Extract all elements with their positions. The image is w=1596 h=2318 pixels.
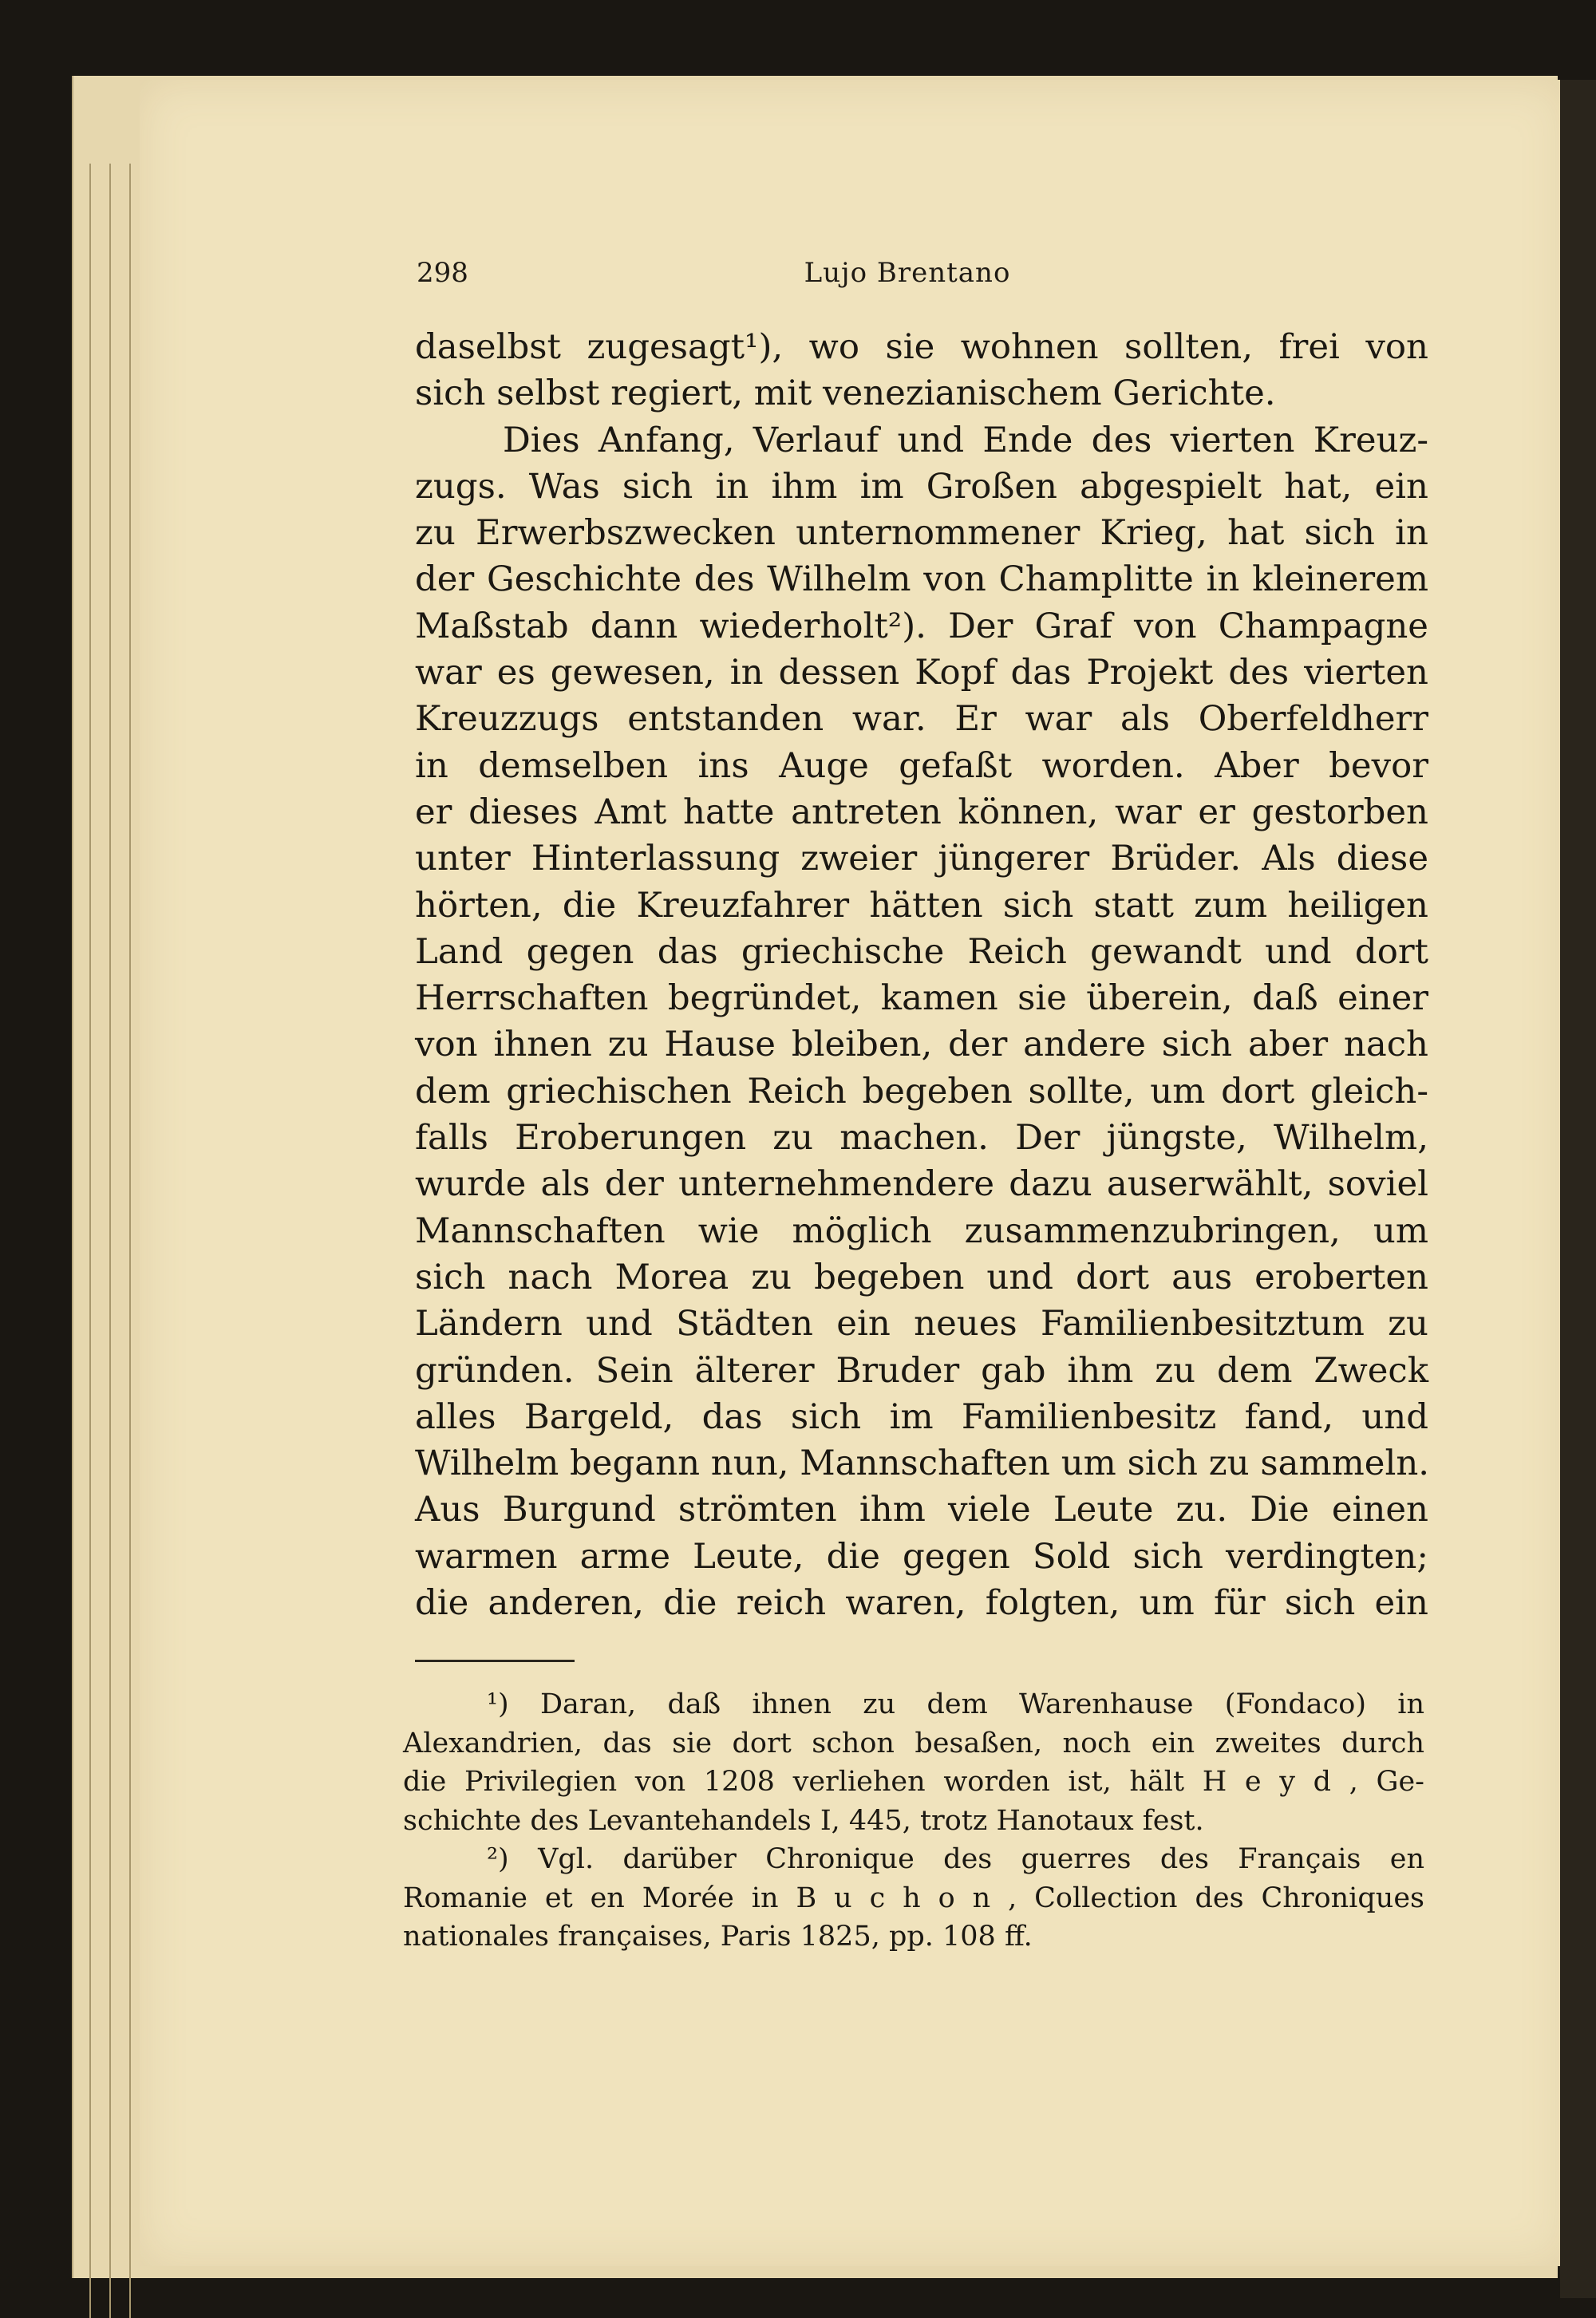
page-number: 298 <box>417 257 468 289</box>
page-edge-line <box>89 164 91 2318</box>
text-line: hörten, die Kreuzfahrer hätten sich statt zum heiligen <box>415 885 1428 926</box>
footnote-line: ¹) Daran, daß ihnen zu dem Warenhause (Fondaco) in <box>487 1688 1424 1720</box>
text-line: Maßstab dann wiederholt²). Der Graf von Champagne <box>415 606 1428 646</box>
text-line: Wilhelm begann nun, Mannschaften um sich zu sammeln. <box>415 1443 1430 1484</box>
text-line: dem griechischen Reich begeben sollte, um dort gleich- <box>415 1071 1428 1112</box>
text-line: zu Erwerbszwecken unternommener Krieg, hat sich in <box>415 513 1428 554</box>
text-line: unter Hinterlassung zweier jüngerer Brüder. Als diese <box>415 839 1428 879</box>
text-line: Aus Burgund strömten ihm viele Leute zu. Die einen <box>415 1490 1428 1530</box>
text-line: war es gewesen, in dessen Kopf das Projekt des vierten <box>415 653 1428 693</box>
text-line: Dies Anfang, Verlauf und Ende des vierten Kreuz- <box>503 420 1428 460</box>
text-line: alles Bargeld, das sich im Familienbesitz fand, und <box>415 1396 1428 1437</box>
footnote-line: schichte des Levantehandels I, 445, trotz Hanotaux fest. <box>403 1804 1204 1837</box>
footnote-line: die Privilegien von 1208 verliehen worden ist, hält H e y d , Ge- <box>403 1766 1424 1798</box>
background-edge <box>1560 80 1596 2298</box>
text-line: gründen. Sein älterer Bruder gab ihm zu dem Zweck <box>415 1350 1428 1391</box>
text-line: Ländern und Städten ein neues Familienbesitztum zu <box>415 1304 1428 1345</box>
text-line: daselbst zugesagt¹), wo sie wohnen sollten, frei von <box>415 327 1428 367</box>
footnote-line: Romanie et en Morée in B u c h o n , Collection des Chroniques <box>403 1882 1424 1914</box>
footnote-divider <box>415 1660 575 1662</box>
footnote-line: nationales françaises, Paris 1825, pp. 108 ff. <box>403 1921 1033 1953</box>
page-header <box>417 257 1430 297</box>
text-line: in demselben ins Auge gefaßt worden. Aber bevor <box>415 745 1428 786</box>
text-line: falls Eroberungen zu machen. Der jüngste, Wilhelm, <box>415 1118 1428 1159</box>
text-line: sich selbst regiert, mit venezianischem Gerichte. <box>415 373 1276 414</box>
text-line: Herrschaften begründet, kamen sie überein, daß einer <box>415 978 1428 1019</box>
body-text <box>415 324 1428 1626</box>
text-line: sich nach Morea zu begeben und dort aus eroberten <box>415 1257 1428 1297</box>
footnote-line: ²) Vgl. darüber Chronique des guerres des Français en <box>487 1843 1424 1875</box>
text-line: Mannschaften wie möglich zusammenzubringen, um <box>415 1210 1428 1251</box>
text-line: Land gegen das griechische Reich gewandt und dort <box>415 931 1428 972</box>
footnotes <box>403 1685 1424 1957</box>
text-line: die anderen, die reich waren, folgten, um für sich ein <box>415 1583 1428 1624</box>
footnote-line: Alexandrien, das sie dort schon besaßen, noch ein zweites durch <box>403 1727 1424 1759</box>
running-head: Lujo Brentano <box>804 257 1011 289</box>
text-line: zugs. Was sich in ihm im Großen abgespielt hat, ein <box>415 466 1428 507</box>
text-line: er dieses Amt hatte antreten können, war er gestorben <box>415 792 1428 832</box>
page-edge-line <box>129 164 131 2318</box>
text-line: Kreuzzugs entstanden war. Er war als Oberfeldherr <box>415 699 1428 740</box>
text-line: von ihnen zu Hause bleiben, der andere sich aber nach <box>415 1025 1428 1065</box>
page-edge-line <box>109 164 111 2318</box>
text-line: wurde als der unternehmendere dazu auserwählt, soviel <box>415 1164 1428 1205</box>
text-line: warmen arme Leute, die gegen Sold sich verdingten; <box>415 1536 1428 1577</box>
text-line: der Geschichte des Wilhelm von Champlitte in kleinerem <box>415 559 1428 600</box>
